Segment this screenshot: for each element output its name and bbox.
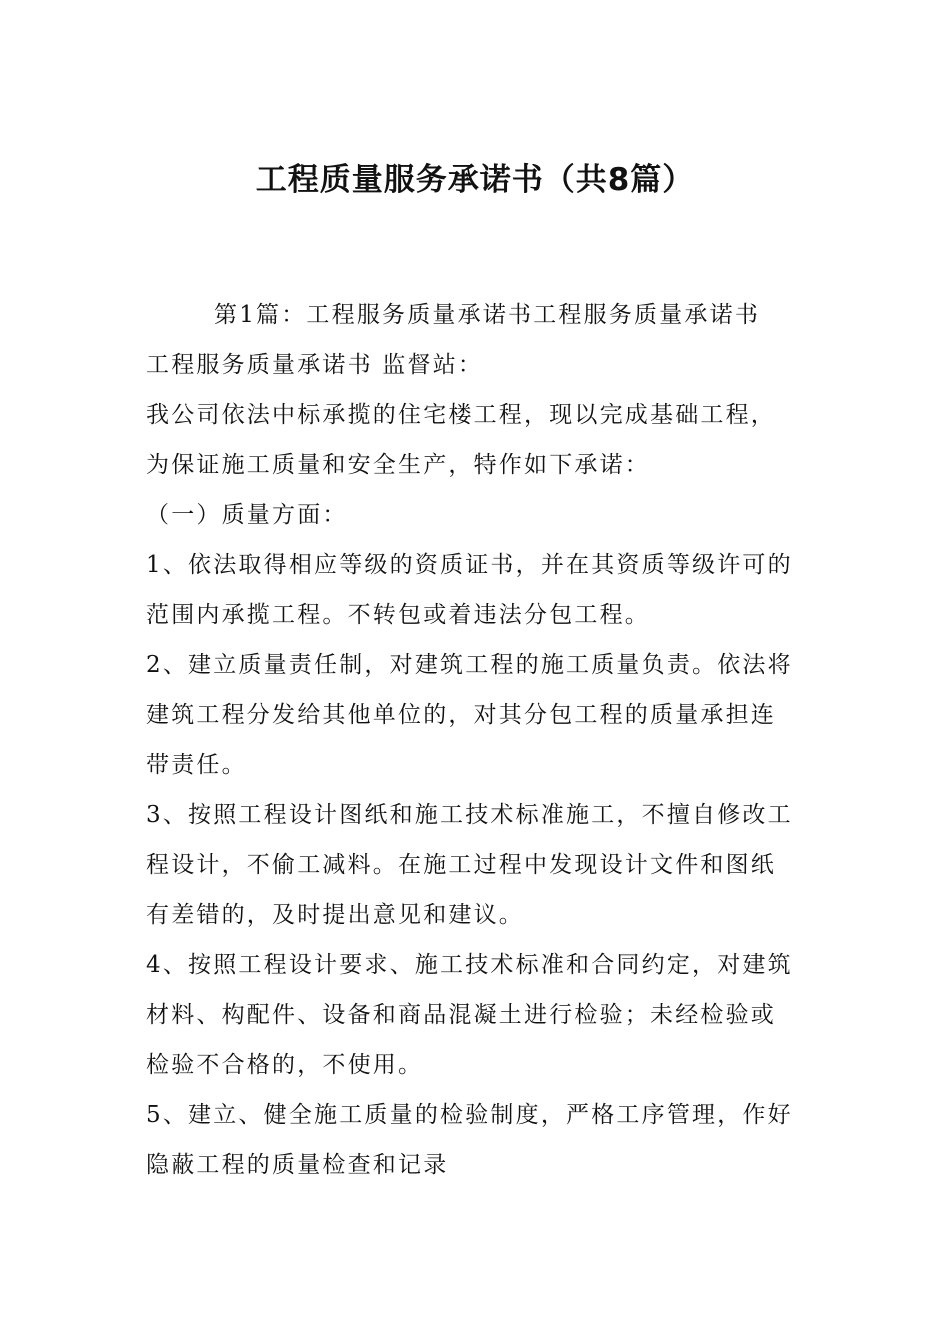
clause-line: 程设计，不偷工减料。在施工过程中发现设计文件和图纸 [146,852,776,878]
paragraph-line: 我公司依法中标承揽的住宅楼工程，现以完成基础工程， [146,402,776,428]
section-heading: （一）质量方面： [146,502,348,528]
clause-line: 建筑工程分发给其他单位的，对其分包工程的质量承担连 [146,702,776,728]
clause-line: 材料、构配件、设备和商品混凝土进行检验；未经检验或 [146,1002,776,1028]
clause-line: 5、建立、健全施工质量的检验制度，严格工序管理，作好 [146,1102,793,1128]
clause-line: 4、按照工程设计要求、施工技术标准和合同约定，对建筑 [146,952,793,978]
clause-line: 范围内承揽工程。不转包或着违法分包工程。 [146,602,650,628]
clause-line: 1、依法取得相应等级的资质证书，并在其资质等级许可的 [146,552,793,578]
document-body [146,290,811,1190]
salutation-line: 工程服务质量承诺书 监督站： [146,352,484,378]
clause-line: 检验不合格的，不使用。 [146,1052,424,1078]
clause-line: 2、建立质量责任制，对建筑工程的施工质量负责。依法将 [146,652,793,678]
clause-line: 隐蔽工程的质量检查和记录 [146,1152,449,1178]
chapter-heading: 第1篇：工程服务质量承诺书工程服务质量承诺书 [214,302,761,328]
clause-line: 带责任。 [146,752,247,778]
paragraph-line: 为保证施工质量和安全生产，特作如下承诺： [146,452,650,478]
clause-line: 3、按照工程设计图纸和施工技术标准施工，不擅自修改工 [146,802,793,828]
document-title: 工程质量服务承诺书（共8篇） [255,162,695,198]
clause-line: 有差错的，及时提出意见和建议。 [146,902,524,928]
